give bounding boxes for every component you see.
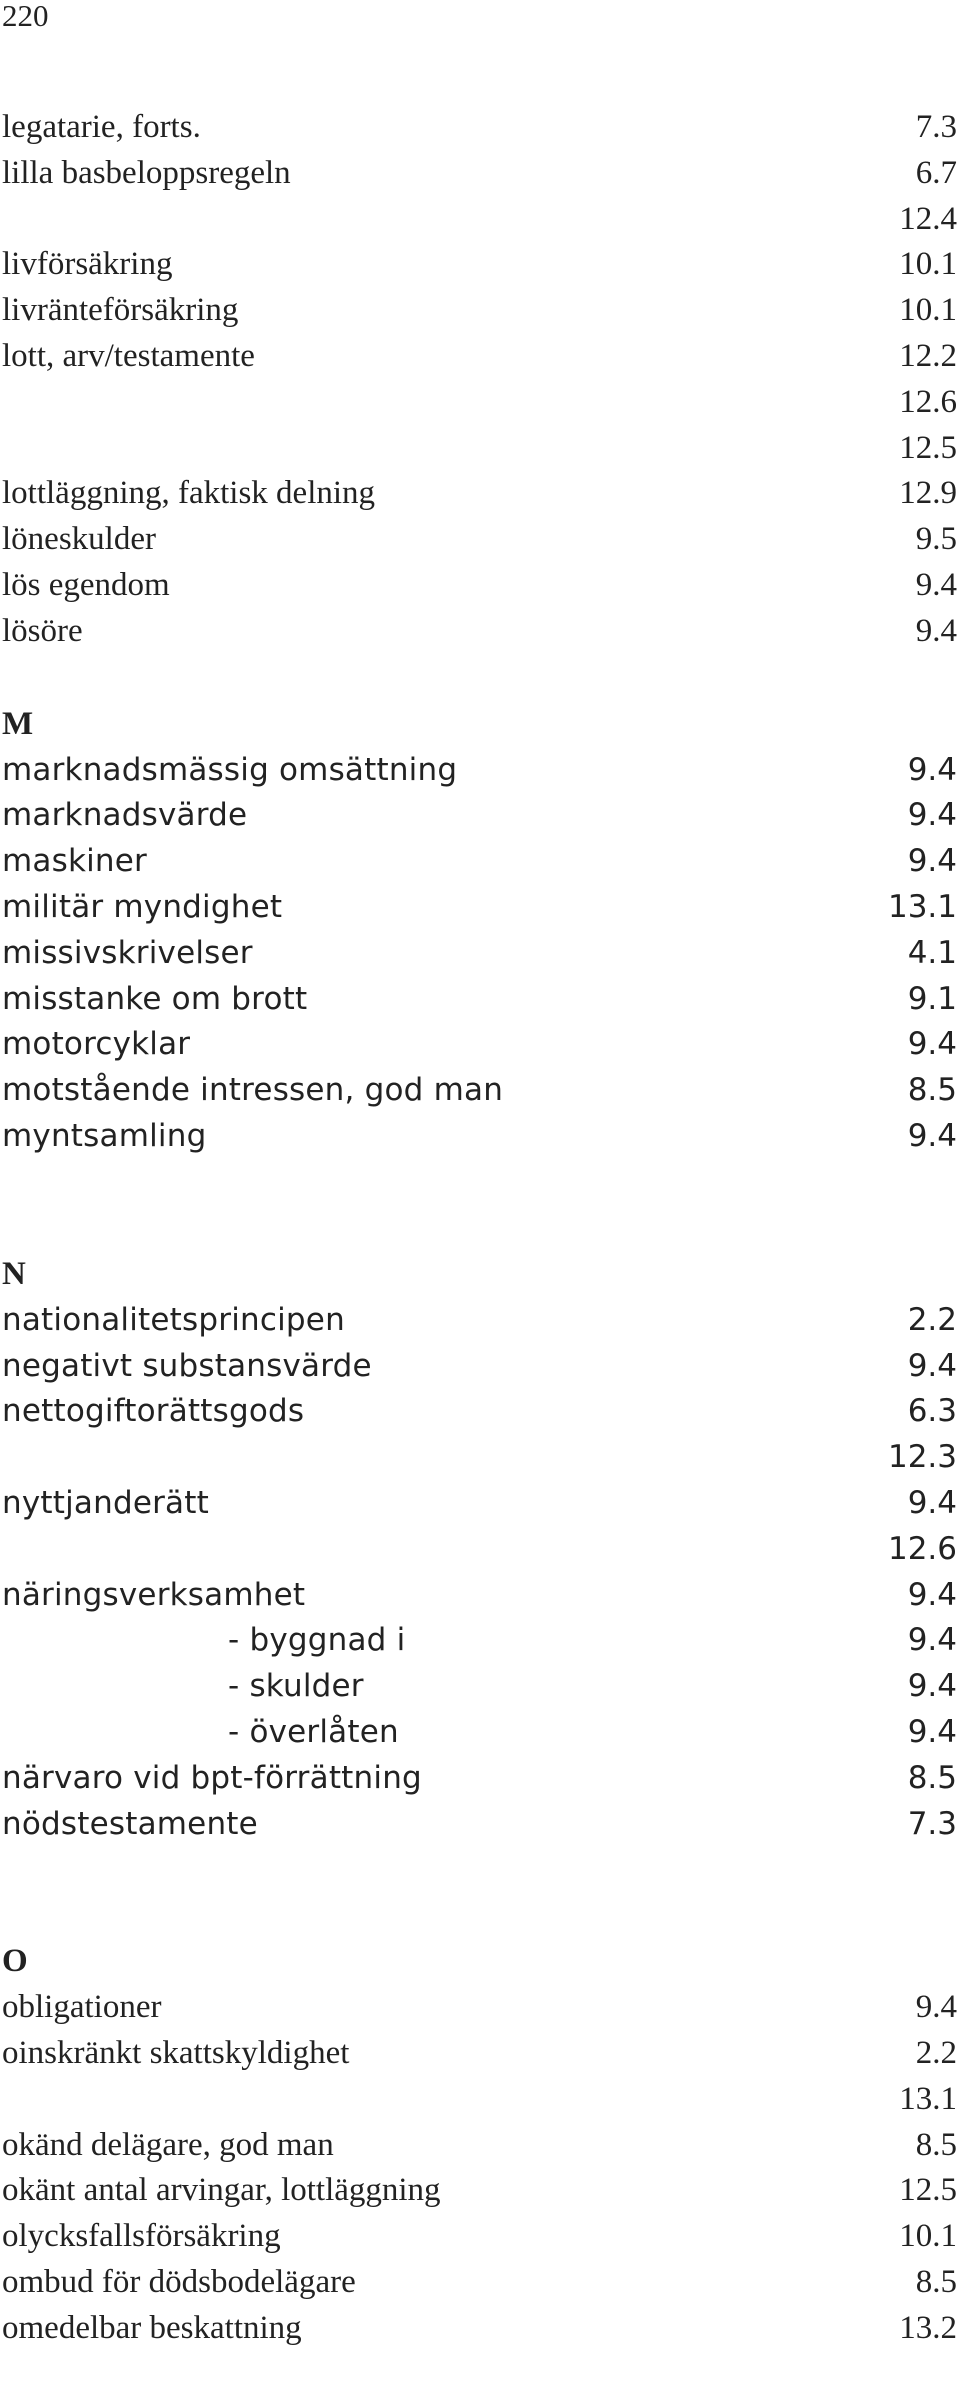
index-entry-reference: 2.2 [915, 2035, 957, 2072]
index-entry-row [0, 609, 960, 655]
index-section-m [0, 702, 960, 1160]
index-entry-row [0, 2077, 960, 2123]
index-entry-term: legatarie, forts. [2, 109, 201, 145]
subject-index [0, 105, 960, 2352]
index-entry-term: obligationer [2, 1989, 162, 2026]
index-entry-term: oinskränkt skattskyldighet [2, 2035, 350, 2072]
index-entry-reference: 9.4 [907, 751, 957, 788]
index-entry-reference: 12.5 [899, 2172, 957, 2209]
index-entry-term: lilla basbeloppsregeln [2, 154, 291, 191]
index-entry-term: löneskulder [2, 521, 156, 558]
index-entry-term: nyttjanderätt [2, 1484, 209, 1521]
index-entry-reference: 9.4 [915, 612, 957, 649]
section-heading-m: M [2, 705, 34, 742]
index-entry-row [0, 151, 960, 197]
index-entry-row [0, 977, 960, 1023]
index-entry-term: nettogiftorättsgods [2, 1393, 305, 1430]
index-entry-reference: 8.5 [915, 2126, 957, 2163]
index-entry-term: livränteförsäkring [2, 292, 239, 329]
index-entry-row [0, 793, 960, 839]
index-entry-term: marknadsvärde [2, 797, 248, 834]
index-entry-reference: 9.5 [915, 521, 957, 558]
index-entry-term: motstående intressen, god man [2, 1072, 504, 1109]
index-entry-term: lottläggning, faktisk delning [2, 475, 376, 512]
index-entry-reference: 9.4 [907, 1622, 957, 1659]
index-entry-row [0, 1344, 960, 1390]
index-entry-reference: 9.4 [907, 797, 957, 834]
index-entry-row [0, 380, 960, 426]
index-entry-reference: 4.1 [907, 934, 957, 971]
index-entry-row [0, 1756, 960, 1802]
index-entry-row [0, 471, 960, 517]
index-entry-reference: 13.1 [899, 2080, 957, 2117]
index-entry-reference: 8.5 [907, 1072, 957, 1109]
index-section-l [0, 105, 960, 655]
index-entry-row [0, 1298, 960, 1344]
index-entry-term: lott, arv/testamente [2, 337, 255, 374]
index-entry-row [0, 839, 960, 885]
index-entry-reference: 9.4 [915, 566, 957, 603]
index-entry-row [0, 931, 960, 977]
index-entry-reference: 6.7 [915, 154, 957, 191]
index-entry-term: motorcyklar [2, 1026, 191, 1063]
index-entry-row [0, 563, 960, 609]
index-entry-row [0, 1022, 960, 1068]
index-entry-row [0, 2306, 960, 2352]
index-entry-term: nödstestamente [2, 1805, 258, 1842]
index-entry-term: livförsäkring [2, 246, 173, 283]
index-entry-term: närvaro vid bpt-förrättning [2, 1759, 422, 1796]
index-entry-row [0, 288, 960, 334]
index-entry-row [0, 2260, 960, 2306]
index-entry-reference: 12.6 [899, 383, 957, 420]
index-entry-row [0, 1527, 960, 1573]
index-entry-row [0, 1664, 960, 1710]
index-entry-row [0, 1481, 960, 1527]
index-entry-reference: 6.3 [907, 1393, 957, 1430]
index-entry-term: misstanke om brott [2, 980, 308, 1017]
index-entry-row [0, 426, 960, 472]
index-entry-reference: 8.5 [915, 2264, 957, 2301]
index-entry-row [0, 748, 960, 794]
index-entry-row [0, 105, 960, 151]
index-entry-row [0, 2123, 960, 2169]
index-entry-term: näringsverksamhet [2, 1576, 306, 1613]
index-entry-reference: 7.3 [915, 109, 957, 145]
index-entry-reference: 12.5 [899, 429, 957, 466]
index-section-o [0, 1939, 960, 2351]
index-entry-reference: 9.4 [907, 1713, 957, 1750]
index-entry-term: omedelbar beskattning [2, 2309, 302, 2346]
index-entry-row [0, 1573, 960, 1619]
index-entry-reference: 12.4 [899, 200, 957, 237]
index-entry-term: nationalitetsprincipen [2, 1301, 345, 1338]
index-entry-reference: 9.4 [907, 1484, 957, 1521]
index-entry-reference: 9.4 [907, 1347, 957, 1384]
index-entry-term: lösöre [2, 612, 83, 649]
index-entry-reference: 7.3 [907, 1805, 957, 1842]
index-entry-row [0, 1114, 960, 1160]
index-entry-row [0, 1389, 960, 1435]
index-entry-reference: 9.4 [907, 1026, 957, 1063]
index-entry-term: militär myndighet [2, 888, 283, 925]
index-entry-row [0, 197, 960, 243]
index-entry-reference: 12.6 [887, 1530, 957, 1567]
index-subentry-term: - byggnad i [228, 1622, 406, 1659]
index-entry-term: okänd delägare, god man [2, 2126, 334, 2163]
index-entry-reference: 10.1 [899, 2218, 957, 2255]
index-entry-reference: 12.2 [899, 337, 957, 374]
index-entry-reference: 9.1 [907, 980, 957, 1017]
index-entry-row [0, 334, 960, 380]
section-heading-o: O [2, 1943, 28, 1980]
index-entry-reference: 9.4 [907, 843, 957, 880]
section-heading-n: N [2, 1255, 26, 1292]
index-entry-row [0, 1710, 960, 1756]
index-entry-row [0, 1985, 960, 2031]
index-entry-row [0, 1618, 960, 1664]
index-entry-reference: 10.1 [899, 246, 957, 283]
index-entry-row [0, 242, 960, 288]
index-entry-reference: 9.4 [907, 1576, 957, 1613]
index-entry-term: myntsamling [2, 1117, 207, 1154]
index-entry-row [0, 2168, 960, 2214]
index-entry-term: maskiner [2, 843, 147, 880]
index-entry-reference: 2.2 [907, 1301, 957, 1338]
index-entry-row [0, 1068, 960, 1114]
index-entry-reference: 13.2 [899, 2309, 957, 2346]
index-entry-term: negativt substansvärde [2, 1347, 372, 1384]
index-entry-term: lös egendom [2, 566, 170, 603]
index-entry-reference: 9.4 [915, 1989, 957, 2026]
index-section-n [0, 1252, 960, 1848]
index-entry-term: okänt antal arvingar, lottläggning [2, 2172, 441, 2209]
index-entry-row [0, 885, 960, 931]
index-entry-term: ombud för dödsbodelägare [2, 2264, 356, 2301]
index-entry-row [0, 1435, 960, 1481]
index-entry-reference: 9.4 [907, 1117, 957, 1154]
index-entry-row [0, 517, 960, 563]
page-number: 220 [2, 0, 49, 33]
index-entry-reference: 13.1 [887, 888, 957, 925]
index-entry-row [0, 2031, 960, 2077]
index-entry-reference: 10.1 [899, 292, 957, 329]
index-subentry-term: - skulder [228, 1668, 364, 1705]
index-entry-term: olycksfallsförsäkring [2, 2218, 281, 2255]
index-entry-reference: 8.5 [907, 1759, 957, 1796]
index-entry-reference: 12.9 [899, 475, 957, 512]
index-entry-reference: 9.4 [907, 1668, 957, 1705]
index-subentry-term: - överlåten [228, 1713, 399, 1750]
index-entry-term: missivskrivelser [2, 934, 253, 971]
index-entry-row [0, 2214, 960, 2260]
index-entry-reference: 12.3 [887, 1439, 957, 1476]
index-entry-row [0, 1802, 960, 1848]
index-entry-term: marknadsmässig omsättning [2, 751, 458, 788]
